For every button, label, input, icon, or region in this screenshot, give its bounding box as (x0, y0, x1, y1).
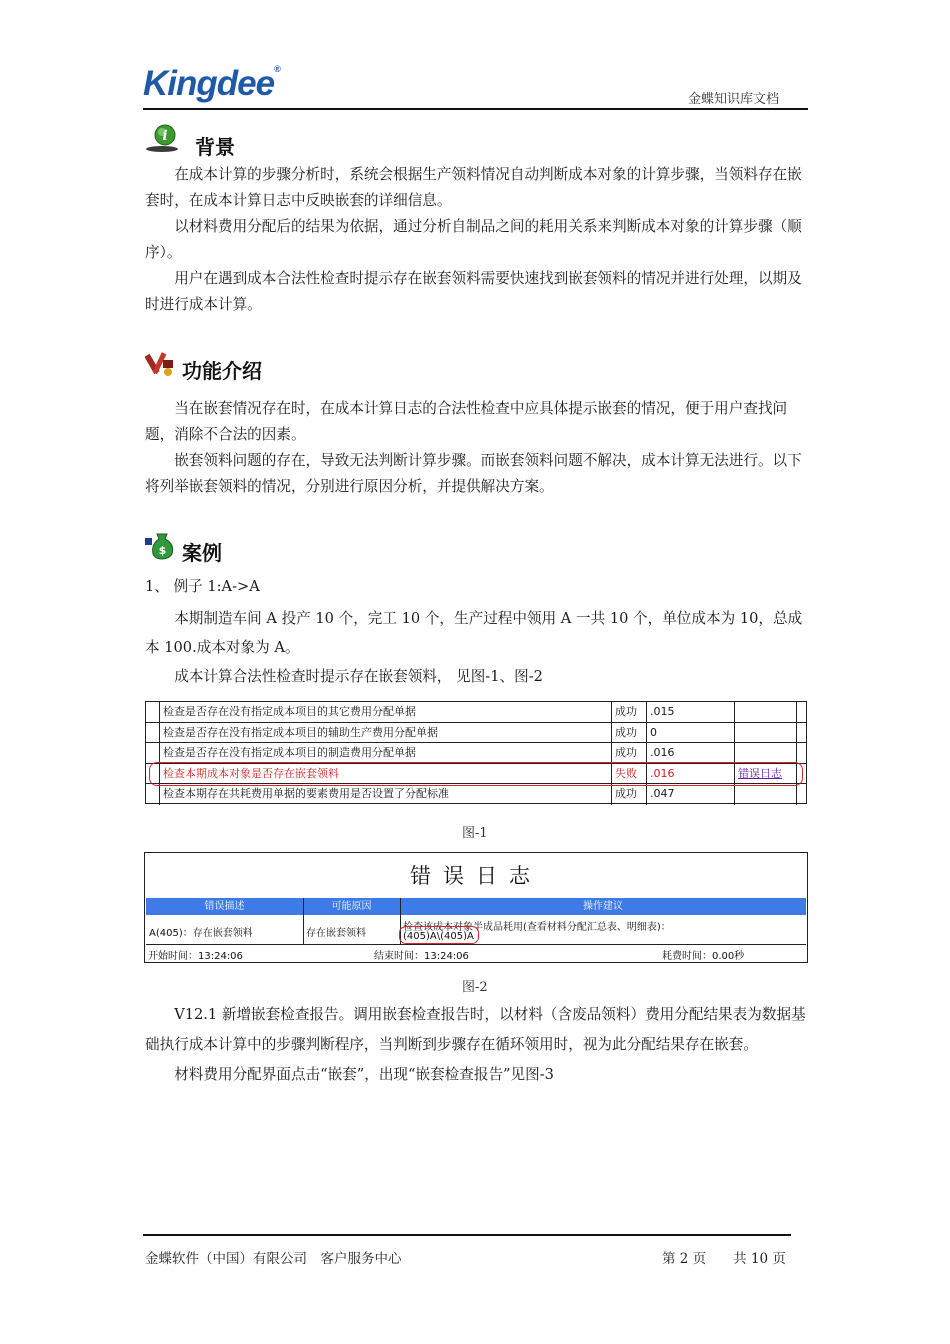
path-highlight (399, 926, 479, 944)
error-reason: 存在嵌套领料 (306, 928, 366, 939)
after-figure-paragraphs (145, 1000, 807, 1090)
check-link (734, 702, 796, 722)
error-description: A(405)：存在嵌套领料 (149, 928, 253, 939)
table-cell (796, 702, 806, 722)
error-log-link-label[interactable]: 错误日志 (738, 766, 782, 780)
end-time: 结束时间：13:24:06 (374, 951, 469, 962)
section-title-case: 案例 (182, 541, 222, 565)
table-cell (796, 743, 806, 763)
header-description: 错误描述 (204, 901, 245, 912)
figure-2-caption: 图-2 (462, 980, 488, 995)
check-item: 检查是否存在没有指定成本项目的辅助生产费用分配单据 (159, 723, 611, 743)
check-time: .047 (646, 784, 734, 805)
check-item: 检查是否存在没有指定成本项目的其它费用分配单据 (159, 702, 611, 722)
features-paragraphs (145, 396, 807, 500)
paragraph: 用户在遇到成本合法性检查时提示存在嵌套领料需要快速找到嵌套领料的情况并进行处理，以期及时进行成本计算。 (145, 270, 802, 313)
table-row (146, 743, 806, 764)
row-divider (146, 944, 806, 945)
error-path: (405)A\(405)A (403, 931, 474, 942)
error-suggestion: 检查该成本对象半成品耗用(查看材料分配汇总表、明细表)： (403, 922, 671, 933)
table-row (146, 702, 806, 723)
error-log-header (146, 898, 806, 915)
header-suggestion: 操作建议 (583, 901, 623, 912)
check-link (734, 743, 796, 763)
check-link (734, 723, 796, 743)
table-row (146, 723, 806, 744)
header-divider (143, 108, 808, 110)
paragraph: 本期制造车间 A 投产 10 个，完工 10 个，生产过程中领用 A 一共 10 个，单位成本为 10，总成本 100.成本对象为 A。 (145, 610, 803, 656)
figure-2-error-log (144, 852, 808, 963)
check-result: 成功 (611, 784, 646, 805)
section-title-background: 背景 (195, 135, 235, 159)
paragraph: V12.1 新增嵌套检查报告。调用嵌套检查报告时，以材料（含废品领料）费用分配结果表为数据基础执行成本计算中的步骤判断程序，当判断到步骤存在循环领用时，视为此分配结果存在嵌套。 (145, 1006, 806, 1053)
check-item: 检查是否存在没有指定成本项目的制造费用分配单据 (159, 743, 611, 763)
footer-company: 金蝶软件（中国）有限公司 客户服务中心 (145, 1251, 402, 1267)
paragraph: 在成本计算的步骤分析时，系统会根据生产领料情况自动判断成本对象的计算步骤，当领料存在嵌套时，在成本计算日志中反映嵌套的详细信息。 (145, 166, 802, 209)
check-link (734, 784, 796, 805)
check-time: .016 (646, 764, 734, 784)
background-paragraphs (145, 162, 807, 318)
doc-label: 金蝶知识库文档 (688, 92, 780, 107)
error-log-title: 错误日志 (410, 864, 542, 888)
paragraph: 材料费用分配界面点击“嵌套”，出现“嵌套检查报告”见图-3 (174, 1066, 554, 1083)
figure-1-caption: 图-1 (462, 826, 488, 841)
svg-text:$: $ (158, 544, 167, 557)
check-time: .016 (646, 743, 734, 763)
check-result: 成功 (611, 723, 646, 743)
elapsed-time: 耗费时间：0.00秒 (662, 951, 745, 962)
case-paragraphs (145, 574, 807, 691)
info-icon (145, 123, 179, 157)
check-result-failed: 失败 (611, 764, 646, 784)
check-time: 0 (646, 723, 734, 743)
tools-icon (145, 350, 177, 384)
paragraph: 当在嵌套情况存在时，在成本计算日志的合法性检查中应具体提示嵌套的情况，便于用户查找问题，消除不合法的因素。 (145, 400, 788, 443)
table-cell (796, 723, 806, 743)
svg-text:i: i (162, 128, 168, 144)
kingdee-logo: Kingdee® (143, 64, 280, 103)
check-time: .015 (646, 702, 734, 722)
failed-row-highlight (149, 762, 803, 786)
footer-divider (143, 1234, 791, 1236)
money-bag-icon (143, 528, 177, 564)
check-result: 成功 (611, 743, 646, 763)
paragraph: 嵌套领料问题的存在，导致无法判断计算步骤。而嵌套领料问题不解决，成本计算无法进行。以下将列举嵌套领料的情况，分别进行原因分析，并提供解决方案。 (145, 452, 802, 495)
table-cell (796, 784, 806, 805)
header-reason: 可能原因 (331, 901, 372, 912)
check-item: 检查本期成本对象是否存在嵌套领料 (159, 764, 611, 784)
page-number: 第 2 页 共 10 页 (662, 1251, 786, 1267)
figure-1-check-table (145, 701, 807, 804)
check-item: 检查本期存在共耗费用单据的要素费用是否设置了分配标准 (159, 784, 611, 805)
start-time: 开始时间：13:24:06 (148, 951, 243, 962)
check-result: 成功 (611, 702, 646, 722)
column-divider (303, 898, 304, 944)
table-row (146, 784, 806, 805)
paragraph: 成本计算合法性检查时提示存在嵌套领料， 见图-1、图-2 (174, 668, 543, 685)
paragraph: 以材料费用分配后的结果为依据，通过分析自制品之间的耗用关系来判断成本对象的计算步骤（顺序）。 (145, 218, 802, 261)
section-title-features: 功能介绍 (182, 359, 262, 383)
example-heading: 1、 例子 1:A->A (145, 578, 260, 595)
